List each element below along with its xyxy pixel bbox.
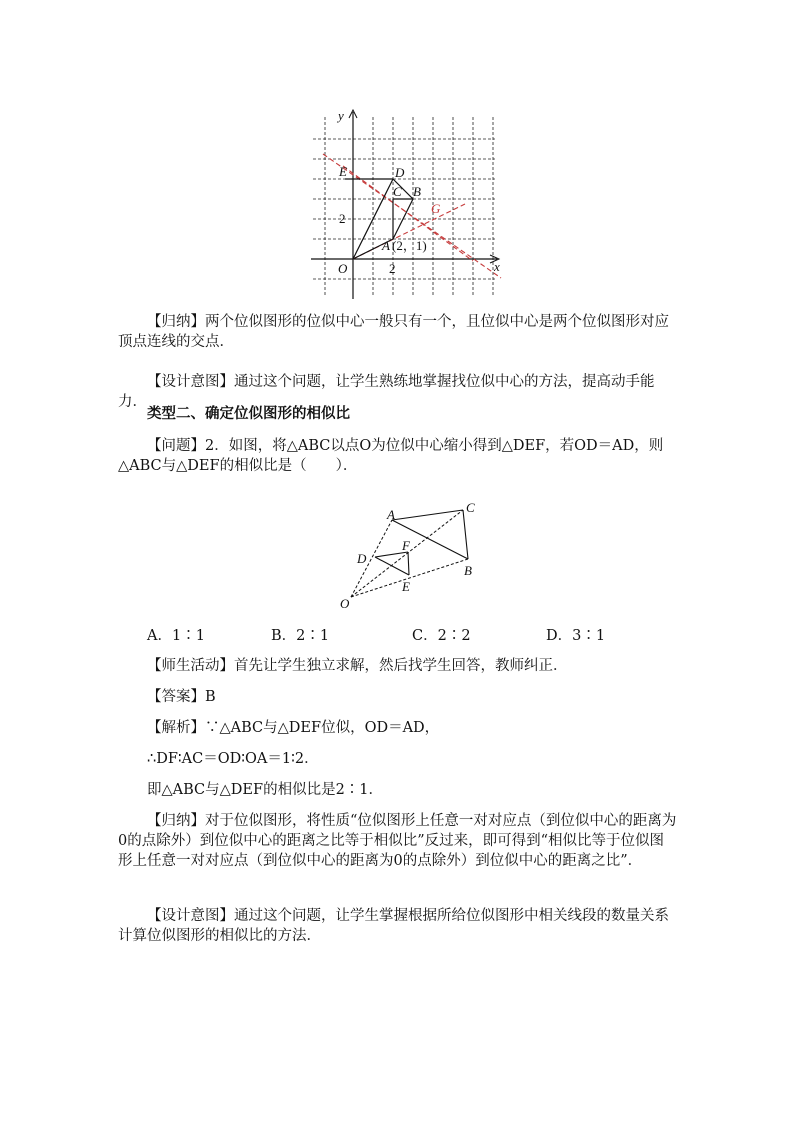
point-label-E: E <box>339 164 347 179</box>
fig2-label-O: O <box>340 596 350 611</box>
fig2-label-C: C <box>466 500 475 515</box>
triangles-figure <box>335 497 485 612</box>
fig2-label-B: B <box>464 563 472 578</box>
option-B[interactable]: B．2∶1 <box>271 628 330 644</box>
design-intent-2: 【设计意图】通过这个问题，让学生掌握根据所给位似图形中相关线段的数量关系计算位似图形的相似比的方法． <box>118 908 669 944</box>
point-label-C: C <box>393 184 402 199</box>
design-intent-1: 【设计意图】通过这个问题，让学生熟练地掌握找位似中心的方法，提高动手能力． <box>118 374 655 410</box>
question-text: 【问题】2．如图，将△ABC以点O为位似中心缩小得到△DEF，若OD＝AD，则△ABC与△DEF的相似比是（ ）． <box>118 438 664 474</box>
point-A-coordinate: (2，1) <box>392 238 427 253</box>
origin-label: O <box>338 261 348 276</box>
fig2-label-A: A <box>387 507 395 522</box>
point-label-A: A <box>382 238 390 253</box>
summary-paragraph-2: 【归纳】对于位似图形，将性质“位似图形上任意一对对应点（到位似中心的距离为0的点除外）到位似中心的距离之比等于相似比”反过来，即可得到“相似比等于位似图形上任意一对对应点（到位似中心的距离为0的点除外）到位似中心的距离之比”． <box>118 813 677 869</box>
fig2-label-D: D <box>357 551 367 566</box>
analysis-line-2: ∴DF∶AC＝OD∶OA＝1∶2． <box>147 751 319 767</box>
y-label: y <box>338 108 344 123</box>
fig2-label-F: F <box>402 538 410 553</box>
teacher-student-activity: 【师生活动】首先让学生独立求解，然后找学生回答，教师纠正． <box>147 658 568 674</box>
option-C[interactable]: C．2∶2 <box>412 628 471 644</box>
section-heading: 类型二、确定位似图形的相似比 <box>147 405 350 422</box>
y-tick-label: 2 <box>339 211 346 226</box>
x-label: x <box>494 259 500 274</box>
fig2-label-E: E <box>402 579 410 594</box>
x-tick-label: 2 <box>389 261 396 276</box>
analysis-line-3: 即△ABC与△DEF的相似比是2∶1． <box>147 782 384 798</box>
analysis-line-1: 【解析】∵△ABC与△DEF位似，OD＝AD， <box>147 720 440 736</box>
option-A[interactable]: A．1∶1 <box>147 628 205 644</box>
point-label-D: D <box>395 165 405 180</box>
summary-paragraph-1: 【归纳】两个位似图形的位似中心一般只有一个，且位似中心是两个位似图形对应顶点连线的交点． <box>118 314 669 350</box>
point-label-G: G <box>431 201 441 216</box>
point-label-B: B <box>413 184 421 199</box>
answer-line: 【答案】B <box>147 689 216 705</box>
coordinate-figure <box>305 106 505 302</box>
option-D[interactable]: D．3∶1 <box>546 628 606 644</box>
